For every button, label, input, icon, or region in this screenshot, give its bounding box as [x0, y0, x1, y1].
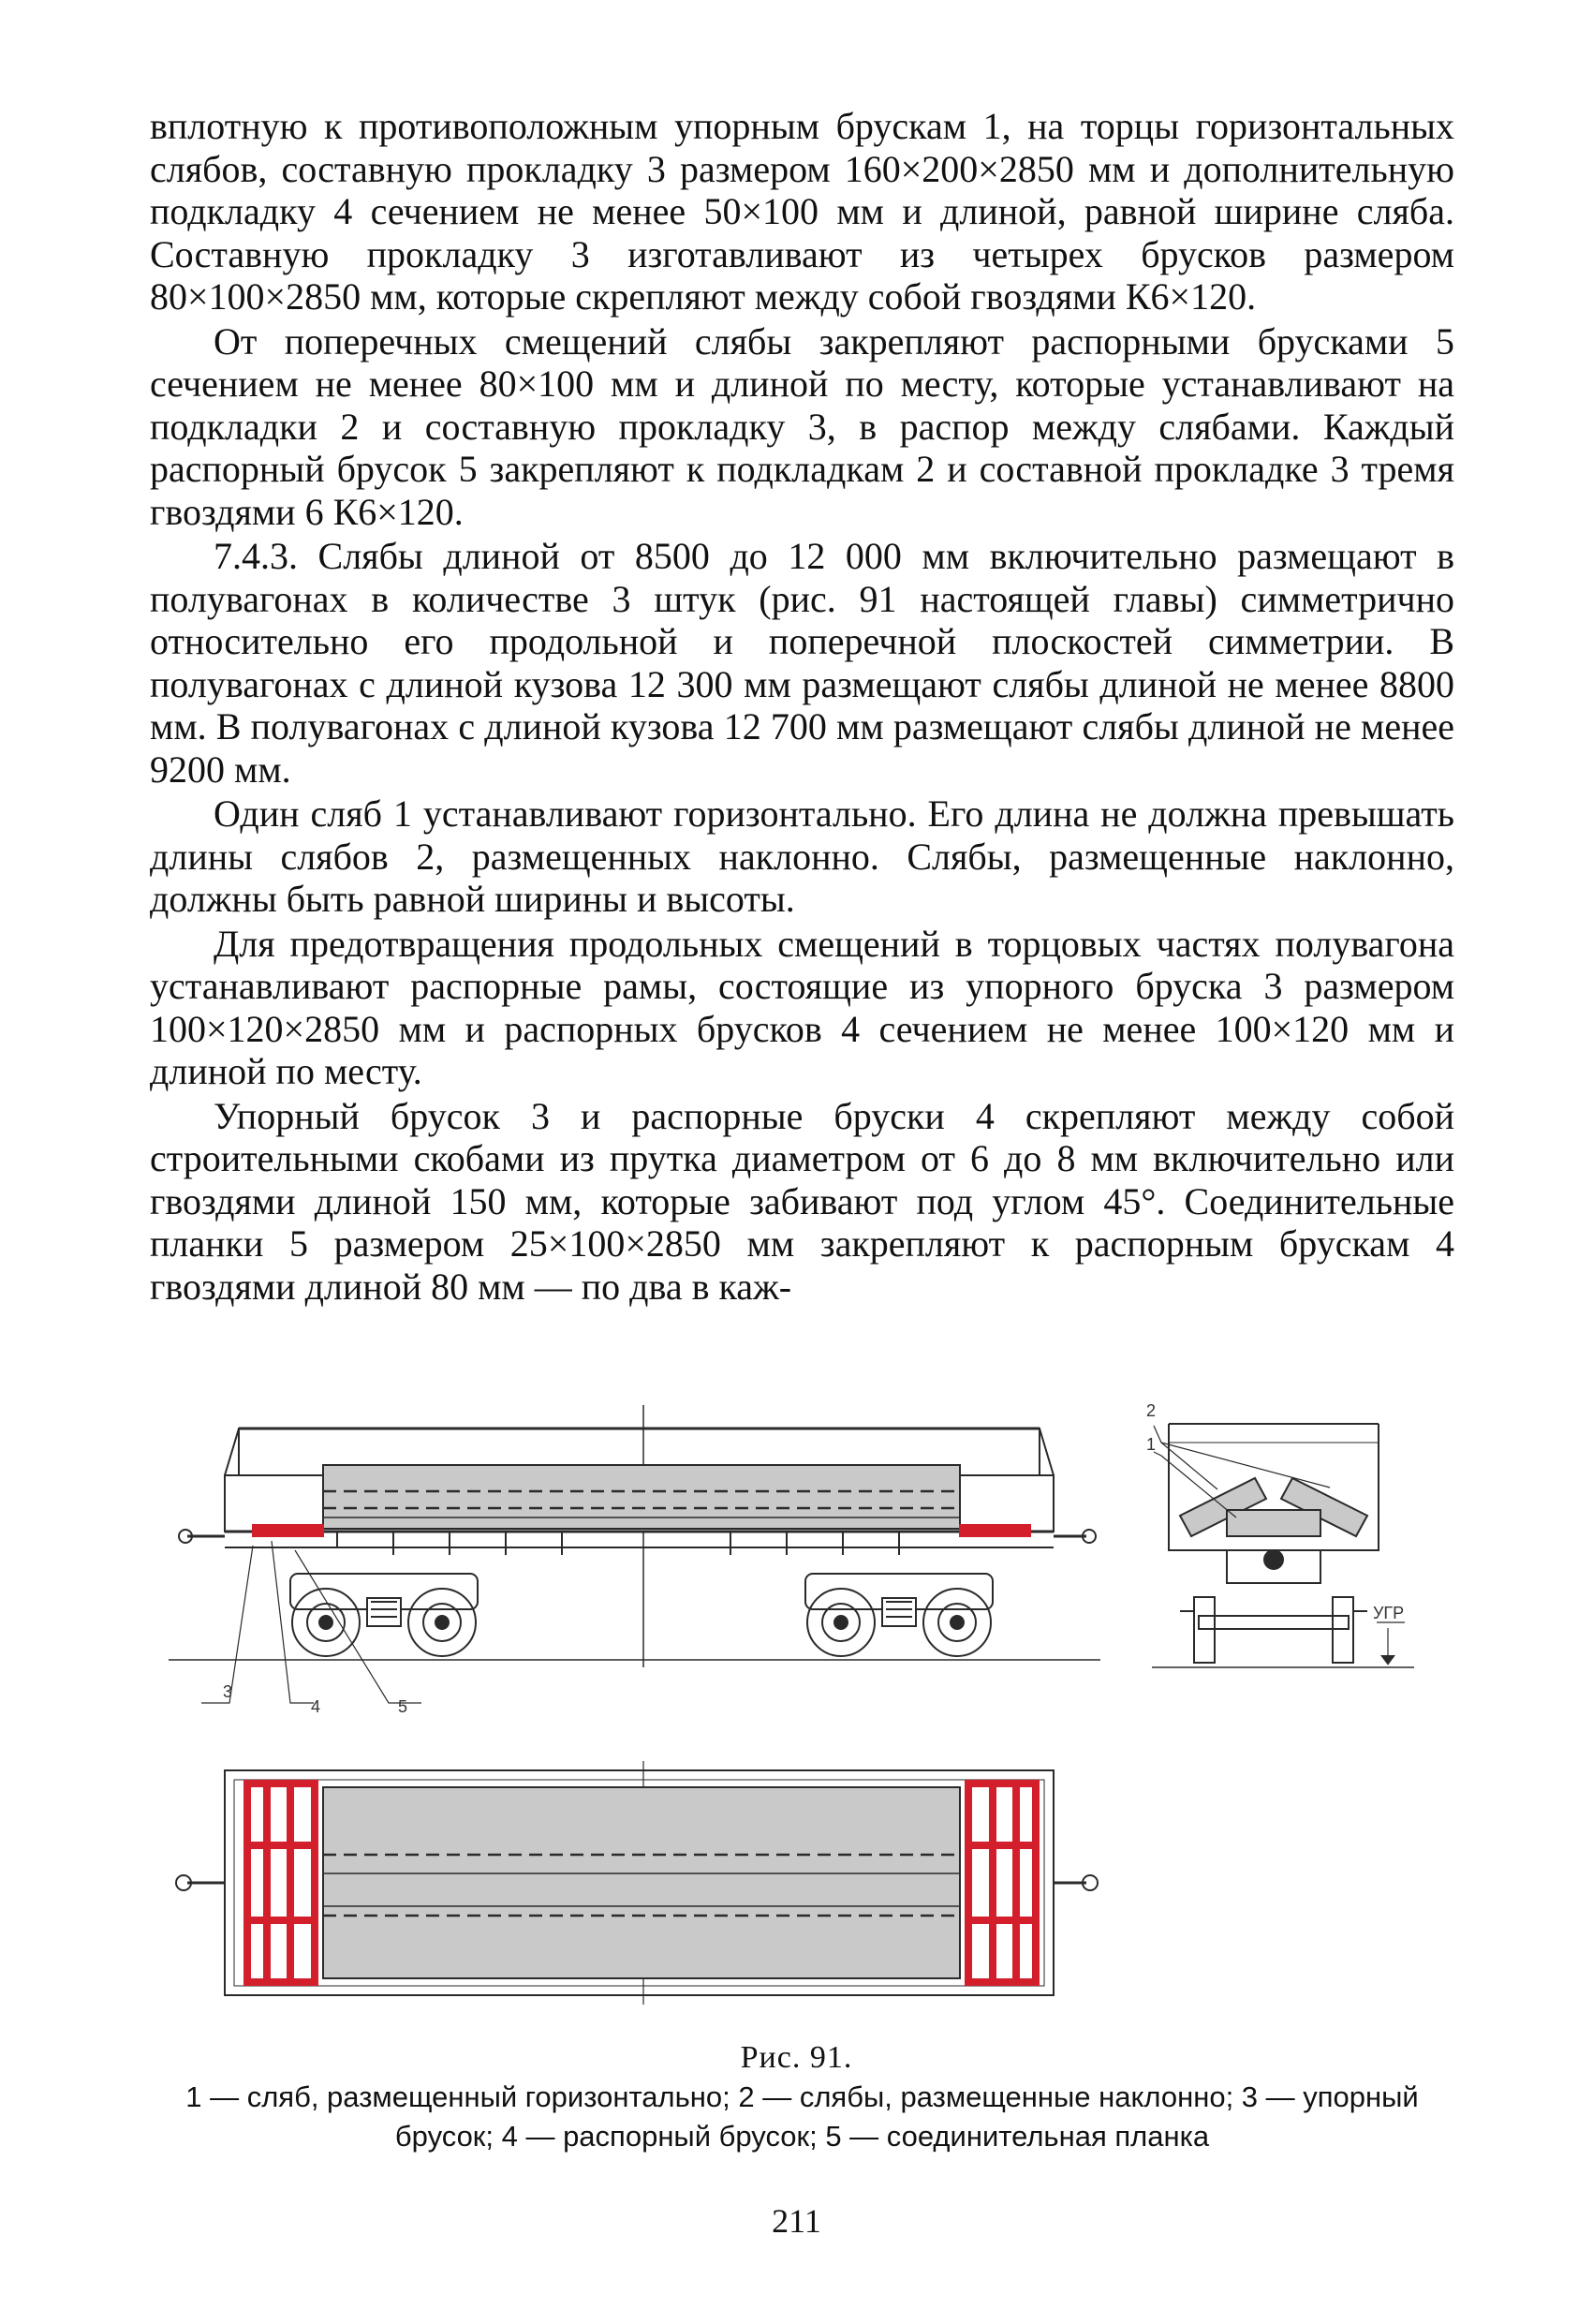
side-label-4: 4	[311, 1697, 321, 1716]
end-label-1: 1	[1146, 1435, 1157, 1454]
side-view	[169, 1405, 1100, 1703]
paragraph-2: От поперечных смещений слябы закрепляют распорными брусками 5 сечением не менее 80×100 мм и длиной по месту, которые устанавливают на подкладки 2 и составную прокладку 3, в распор между слябами. Каждый распорный брусок 5 закрепляют к подкладкам 2 и составной прокладке 3 тремя гвоздями 6 К6×120.	[150, 319, 1454, 533]
page-number: 211	[772, 2202, 821, 2240]
figure-91-drawing	[150, 1386, 1461, 2005]
paragraph-6: Упорный брусок 3 и распорные бруски 4 скрепляют между собой строительными скобами из прутка диаметром от 6 до 8 мм включительно или гвоздями длиной 150 мм, которые забивают под углом 45°. Соединительные планки 5 размером 25×100×2850 мм закрепляют к распорным брускам 4 гвоздями длиной 80 мм — по два в каж-	[150, 1094, 1454, 1308]
end-label-ugr: УГР	[1373, 1604, 1405, 1622]
paragraph-5: Для предотвращения продольных смещений в торцовых частях полувагона устанавливают распорные рамы, состоящие из упорного бруска 3 размером 100×120×2850 мм и распорных брусков 4 сечением не менее 100×120 мм и длиной по месту.	[150, 922, 1454, 1092]
paragraph-4: Один сляб 1 устанавливают горизонтально. Его длина не должна превышать длины слябов 2, размещенных наклонно. Слябы, размещенные наклонно, должны быть равной ширины и высоты.	[150, 792, 1454, 920]
wagon-drawing	[150, 1386, 1461, 2005]
side-label-3: 3	[223, 1682, 233, 1701]
paragraph-1: вплотную к противоположным упорным брускам 1, на торцы горизонтальных слябов, составную прокладку 3 размером 160×200×2850 мм и дополнительную подкладку 4 сечением не менее 50×100 мм и длиной, равной ширине сляба. Составную прокладку 3 изготавливают из четырех брусков размером 80×100×2850 мм, которые скрепляют между собой гвоздями К6×120.	[150, 105, 1454, 318]
side-label-5: 5	[398, 1697, 408, 1716]
end-label-2: 2	[1146, 1401, 1157, 1420]
paragraph-3: 7.4.3. Слябы длиной от 8500 до 12 000 мм включительно размещают в полувагонах в количестве 3 штук (рис. 91 настоящей главы) симметрично относительно его продольной и поперечной плоскостей симметрии. В полувагонах с длиной кузова 12 300 мм размещают слябы длиной не менее 8800 мм. В полувагонах с длиной кузова 12 700 мм размещают слябы длиной не менее 9200 мм.	[150, 535, 1454, 791]
body-text	[150, 105, 1454, 1308]
figure-caption-legend: 1 — сляб, размещенный горизонтально; 2 — слябы, размещенные наклонно; 3 — упорный брусок; 4 — распорный брусок; 5 — соединительная планка	[185, 2080, 1419, 2153]
end-view	[1152, 1424, 1414, 1667]
figure-caption-title: Рис. 91.	[740, 2040, 853, 2075]
